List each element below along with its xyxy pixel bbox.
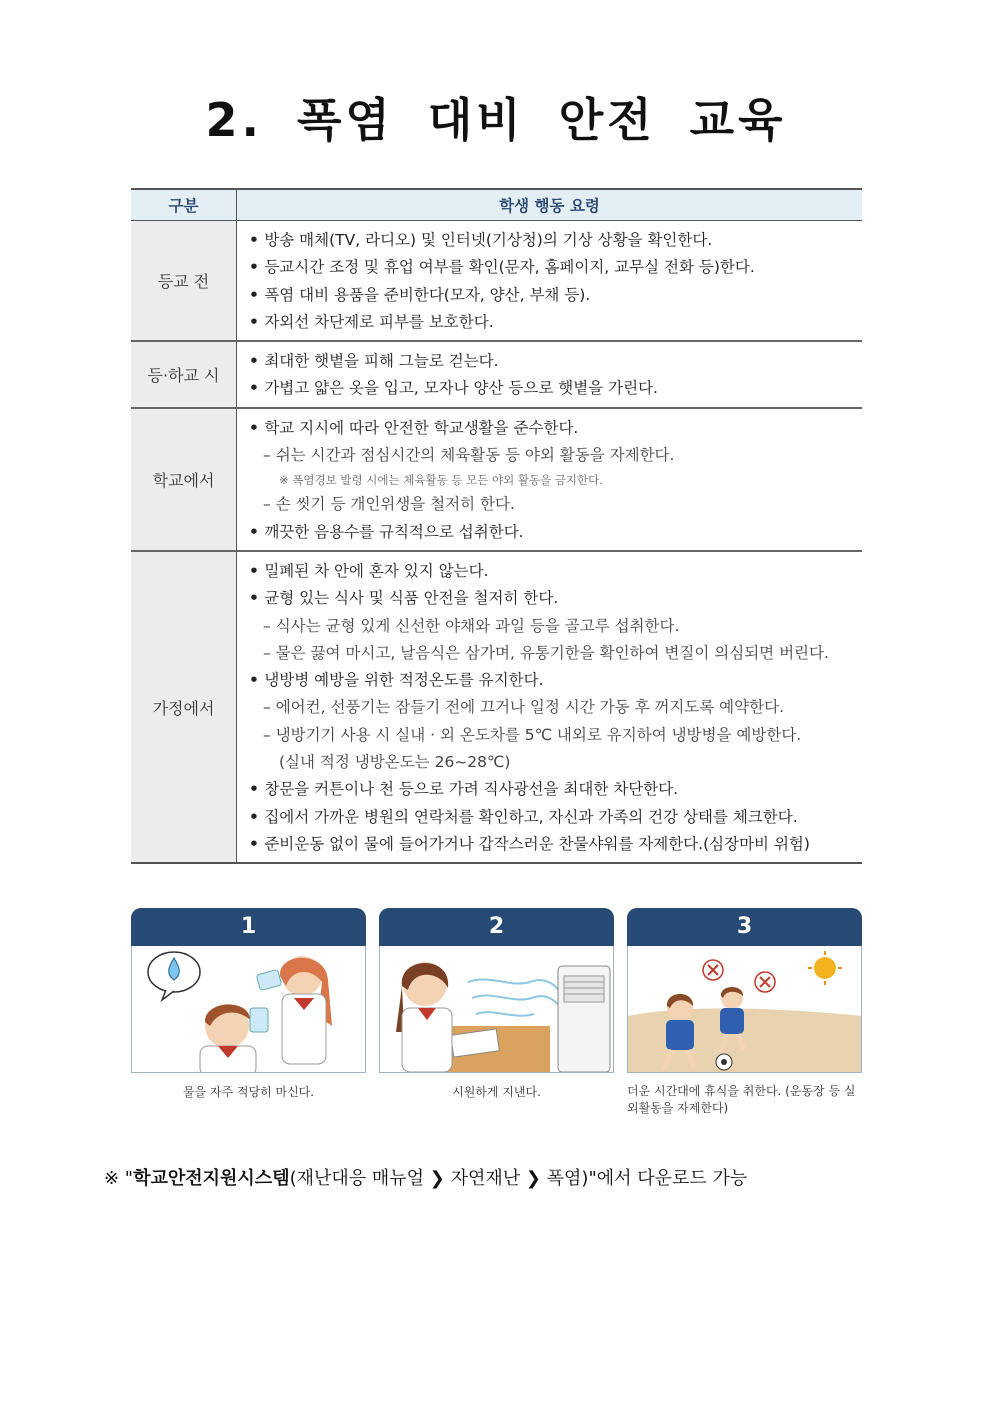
sub-item: – 식사는 균형 있게 신선한 야채와 과일 등을 골고루 섭취한다. <box>249 613 854 640</box>
row-category: 가정에서 <box>131 551 237 863</box>
staying-cool-illustration <box>379 946 614 1073</box>
row-actions <box>237 341 863 408</box>
action-item: • 가볍고 얇은 옷을 입고, 모자나 양산 등으로 햇볕을 가린다. <box>249 375 854 402</box>
sub-item: – 물은 끓여 마시고, 날음식은 삼가며, 유통기한을 확인하여 변질이 의심되면 버린다. <box>249 640 854 667</box>
sub-item: – 에어컨, 선풍기는 잠들기 전에 끄거나 일정 시간 가동 후 꺼지도록 예약한다. <box>249 694 854 721</box>
sub-item: (실내 적정 냉방온도는 26~28℃) <box>279 753 511 772</box>
illustration-panel-1 <box>131 908 366 1074</box>
action-item: • 자외선 차단제로 피부를 보호한다. <box>249 309 854 336</box>
note-mark: ※ " <box>104 1168 134 1189</box>
panel-number: 1 <box>131 908 366 946</box>
system-name: 학교안전지원시스템 <box>133 1168 290 1189</box>
action-item: • 준비운동 없이 물에 들어가거나 갑작스러운 찬물샤워를 자제한다.(심장마비 위험) <box>249 831 854 858</box>
panel-caption: 시원하게 지낸다. <box>452 1085 541 1099</box>
table-header-row <box>131 189 862 221</box>
table-row <box>131 408 862 551</box>
panel-caption: 더운 시간대에 휴식을 취한다. (운동장 등 실외활동을 자제한다) <box>627 1084 856 1115</box>
action-item: • 등교시간 조정 및 휴업 여부를 확인(문자, 홈페이지, 교무실 전화 등)한다. <box>249 254 854 281</box>
table-body <box>131 221 862 864</box>
action-item: • 냉방병 예방을 위한 적정온도를 유지한다. <box>249 667 854 694</box>
row-category: 학교에서 <box>131 408 237 551</box>
drinking-water-illustration <box>131 946 366 1073</box>
row-category: 등·하교 시 <box>131 341 237 408</box>
row-actions <box>237 408 863 551</box>
resting-illustration <box>627 946 862 1073</box>
table-row <box>131 551 862 863</box>
action-item: • 방송 매체(TV, 라디오) 및 인터넷(기상청)의 기상 상황을 확인한다. <box>249 227 854 254</box>
row-actions <box>237 221 863 342</box>
note-item: ※ 폭염경보 발령 시에는 체육활동 등 모든 야외 활동을 금지한다. <box>249 469 854 491</box>
action-item: • 폭염 대비 용품을 준비한다(모자, 양산, 부채 등). <box>249 282 854 309</box>
table-row <box>131 221 862 342</box>
download-note <box>104 1164 747 1190</box>
note-path: (재난대응 매뉴얼 ❯ 자연재난 ❯ 폭염)"에서 다운로드 가능 <box>289 1168 748 1189</box>
sub-item: – 쉬는 시간과 점심시간의 체육활동 등 야외 활동을 자제한다. <box>249 442 854 469</box>
row-actions <box>237 551 863 863</box>
guidelines-table <box>131 188 862 864</box>
action-item: • 균형 있는 식사 및 식품 안전을 철저히 한다. <box>249 585 854 612</box>
panel-number: 3 <box>627 908 862 946</box>
panel-number: 2 <box>379 908 614 946</box>
header-category: 구분 <box>131 189 237 221</box>
action-item: • 학교 지시에 따라 안전한 학교생활을 준수한다. <box>249 415 854 442</box>
action-item: • 집에서 가까운 병원의 연락처를 확인하고, 자신과 가족의 건강 상태를 체크한다. <box>249 804 854 831</box>
table-row <box>131 341 862 408</box>
action-item: • 밀폐된 차 안에 혼자 있지 않는다. <box>249 558 854 585</box>
action-item: • 최대한 햇볕을 피해 그늘로 걷는다. <box>249 348 854 375</box>
action-item: • 창문을 커튼이나 천 등으로 가려 직사광선을 최대한 차단한다. <box>249 776 854 803</box>
row-category: 등교 전 <box>131 221 237 342</box>
action-item: • 깨끗한 음용수를 규칙적으로 섭취한다. <box>249 519 854 546</box>
sub-item: – 냉방기기 사용 시 실내 · 외 온도차를 5℃ 내외로 유지하여 냉방병을 예방한다. <box>249 722 854 749</box>
illustration-panel-3 <box>627 908 862 1074</box>
illustration-panel-2 <box>379 908 614 1074</box>
page-title: 2. 폭염 대비 안전 교육 <box>205 93 787 147</box>
sub-item: – 손 씻기 등 개인위생을 철저히 한다. <box>249 491 854 518</box>
header-actions: 학생 행동 요령 <box>237 189 863 221</box>
panel-caption: 물을 자주 적당히 마신다. <box>182 1085 315 1099</box>
